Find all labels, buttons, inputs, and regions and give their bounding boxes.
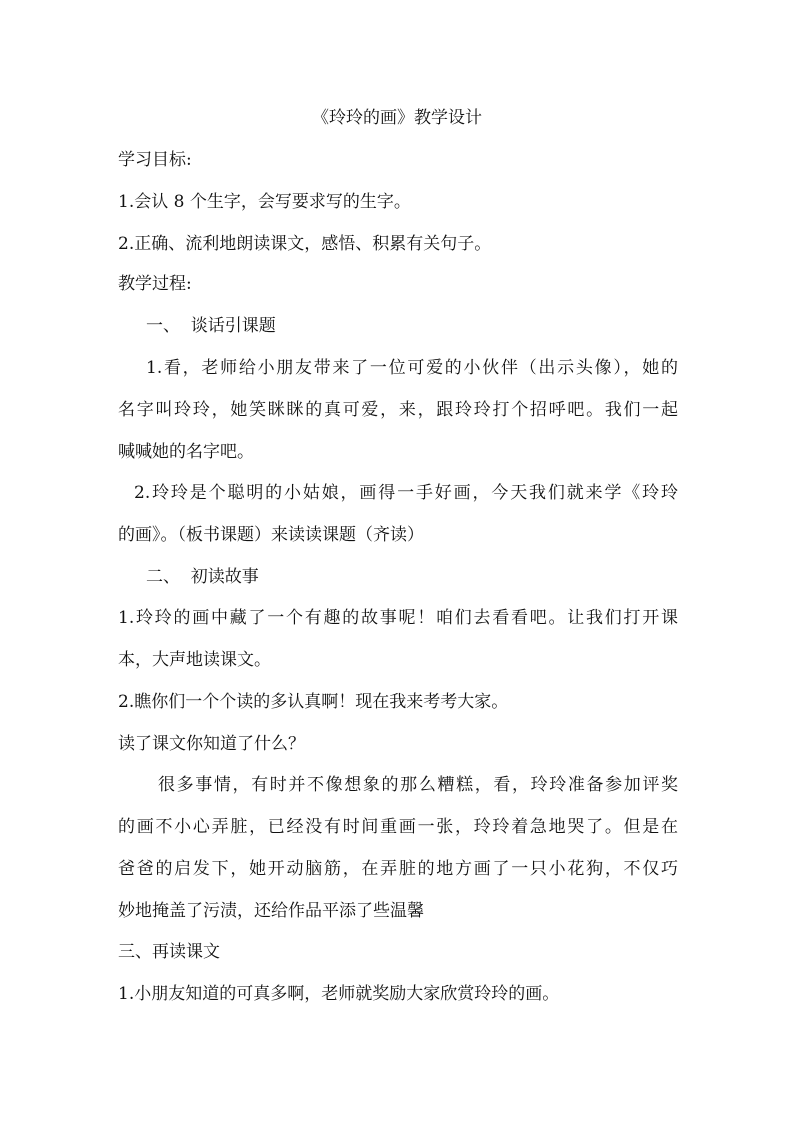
section-2-heading: 二、 初读故事 <box>146 567 259 587</box>
document-title: 《玲玲的画》教学设计 <box>312 108 482 128</box>
section-2-answer-line-2: 的画不小心弄脏，已经没有时间重画一张，玲玲着急地哭了。但是在 <box>118 817 678 837</box>
section-2-para-1-line-2: 本，大声地读课文。 <box>118 650 271 670</box>
section-1-heading: 一、 谈话引课题 <box>146 316 276 336</box>
section-2-answer-line-3: 爸爸的启发下，她开动脑筋，在弄脏的地方画了一只小花狗，不仅巧 <box>118 859 678 879</box>
process-heading: 教学过程: <box>118 274 192 294</box>
section-3-para-1: 1.小朋友知道的可真多啊，老师就奖励大家欣赏玲玲的画。 <box>118 984 560 1004</box>
section-2-answer-line-1: 很多事情，有时并不像想象的那么糟糕，看，玲玲准备参加评奖 <box>158 775 678 795</box>
section-2-question: 读了课文你知道了什么？ <box>118 734 305 754</box>
section-1-para-2-line-1: 2.玲玲是个聪明的小姑娘，画得一手好画，今天我们就来学《玲玲 <box>134 483 678 503</box>
section-2-para-1-line-1: 1.玲玲的画中藏了一个有趣的故事呢！咱们去看看吧。让我们打开课 <box>118 608 678 628</box>
section-1-para-1-line-1: 1.看，老师给小朋友带来了一位可爱的小伙伴（出示头像），她的 <box>146 358 678 378</box>
section-1-para-2-line-2: 的画》。（板书课题）来读读课题（齐读） <box>118 525 424 545</box>
section-3-heading: 三、再读课文 <box>118 942 220 962</box>
objectives-heading: 学习目标: <box>118 150 192 170</box>
section-1-para-1-line-2: 名字叫玲玲，她笑眯眯的真可爱，来，跟玲玲打个招呼吧。我们一起 <box>118 400 678 420</box>
section-2-para-2: 2.瞧你们一个个读的多认真啊！现在我来考考大家。 <box>118 692 509 712</box>
objective-1: 1.会认 8 个生字，会写要求写的生字。 <box>118 192 411 212</box>
objective-2: 2.正确、流利地朗读课文，感悟、积累有关句子。 <box>118 234 492 254</box>
section-2-answer-line-4: 妙地掩盖了污渍，还给作品平添了些温馨 <box>118 901 424 921</box>
section-1-para-1-line-3: 喊喊她的名字吧。 <box>118 442 254 462</box>
